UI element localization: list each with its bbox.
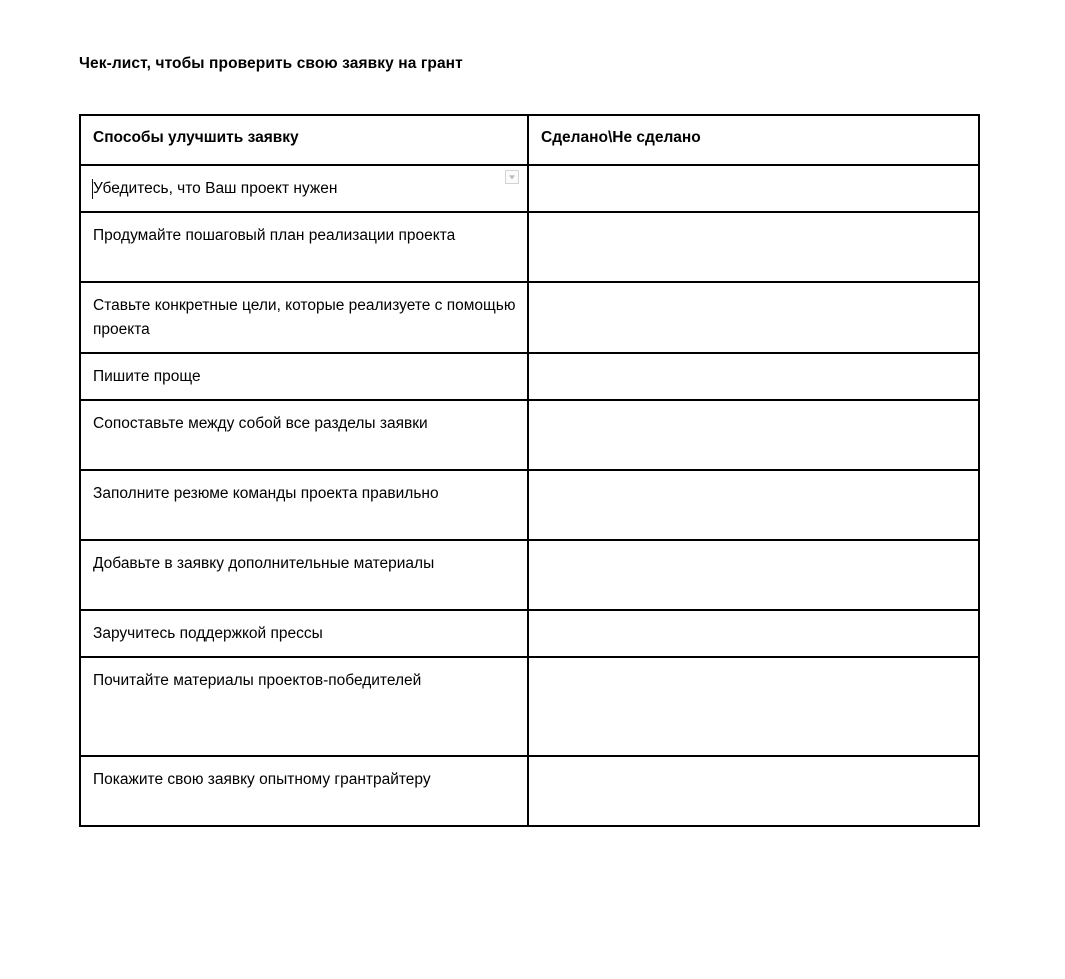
- task-label: Покажите свою заявку опытному грантрайтеру: [93, 771, 431, 789]
- task-cell[interactable]: [80, 657, 528, 756]
- task-label: Почитайте материалы проектов-победителей: [93, 672, 422, 690]
- table-row: [80, 353, 979, 400]
- task-label: Убедитесь, что Ваш проект нужен: [93, 180, 338, 197]
- chevron-down-glyph: [509, 175, 515, 179]
- status-cell[interactable]: [528, 540, 979, 610]
- task-label: Продумайте пошаговый план реализации проекта: [93, 227, 456, 245]
- table-body: [80, 165, 979, 826]
- page-title: Чек-лист, чтобы проверить свою заявку на грант: [79, 55, 463, 72]
- status-value: [529, 213, 978, 235]
- task-label: Ставьте конкретные цели, которые реализуете с помощью проекта: [93, 297, 516, 339]
- table-row: [80, 165, 979, 212]
- table-row: [80, 470, 979, 540]
- status-value: [529, 283, 978, 305]
- text-caret: [92, 179, 93, 199]
- status-cell[interactable]: [528, 657, 979, 756]
- status-value: [529, 541, 978, 563]
- status-cell[interactable]: [528, 756, 979, 826]
- task-label: Заручитесь поддержкой прессы: [93, 625, 323, 643]
- status-cell[interactable]: [528, 353, 979, 400]
- column-header-status-label: Сделано\Не сделано: [541, 129, 701, 146]
- status-cell[interactable]: [528, 400, 979, 470]
- task-cell[interactable]: [80, 470, 528, 540]
- status-value: [529, 757, 978, 779]
- task-label: Сопоставьте между собой все разделы заявки: [93, 415, 428, 433]
- task-label: Добавьте в заявку дополнительные материалы: [93, 555, 435, 573]
- task-label: Пишите проще: [93, 368, 201, 386]
- task-cell[interactable]: [80, 165, 528, 212]
- status-cell[interactable]: [528, 212, 979, 282]
- status-value: [529, 401, 978, 423]
- column-header-status: [528, 115, 979, 165]
- task-cell[interactable]: [80, 212, 528, 282]
- status-value: [529, 658, 978, 680]
- task-cell[interactable]: [80, 610, 528, 657]
- status-value: [529, 166, 978, 188]
- column-header-task: [80, 115, 528, 165]
- table-row: [80, 282, 979, 353]
- task-label: Заполните резюме команды проекта правильно: [93, 485, 439, 503]
- chevron-down-icon[interactable]: [505, 170, 519, 184]
- task-cell[interactable]: [80, 756, 528, 826]
- table-row: [80, 212, 979, 282]
- task-cell[interactable]: [80, 353, 528, 400]
- table-row: [80, 400, 979, 470]
- table-header-row: [80, 115, 979, 165]
- checklist-table: [79, 114, 980, 827]
- table-row: [80, 540, 979, 610]
- task-cell[interactable]: [80, 400, 528, 470]
- table-row: [80, 657, 979, 756]
- task-cell[interactable]: [80, 282, 528, 353]
- column-header-task-label: Способы улучшить заявку: [93, 129, 299, 146]
- status-value: [529, 471, 978, 493]
- status-cell[interactable]: [528, 165, 979, 212]
- table-header: [80, 115, 979, 165]
- status-cell[interactable]: [528, 610, 979, 657]
- table-row: [80, 610, 979, 657]
- status-value: [529, 354, 978, 376]
- table-row: [80, 756, 979, 826]
- task-cell[interactable]: [80, 540, 528, 610]
- status-value: [529, 611, 978, 633]
- status-cell[interactable]: [528, 282, 979, 353]
- status-cell[interactable]: [528, 470, 979, 540]
